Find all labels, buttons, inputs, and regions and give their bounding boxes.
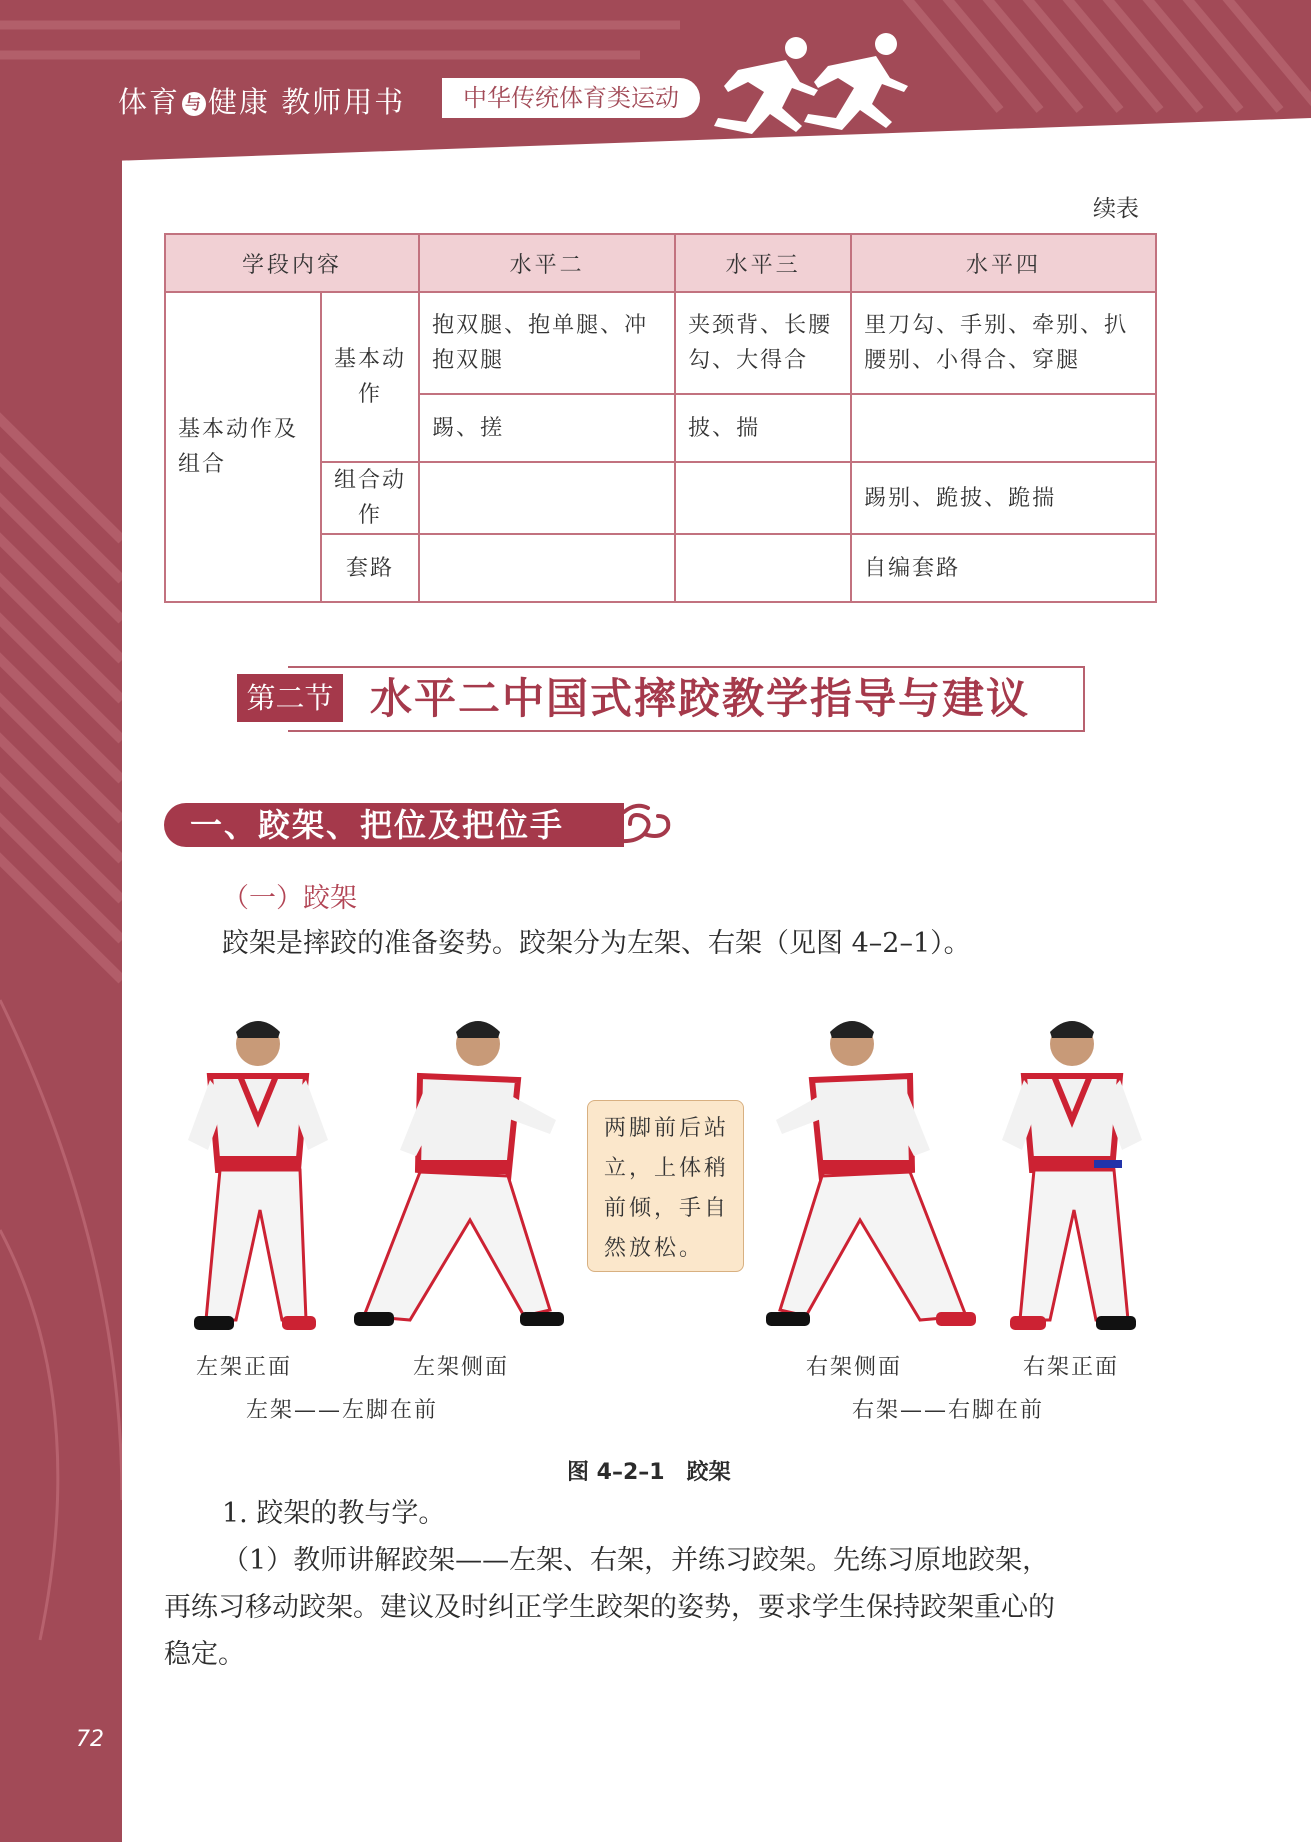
left-margin-band: [0, 0, 122, 1842]
sub-label-basic: 基本动作: [321, 292, 419, 462]
runners-icon: [708, 30, 908, 140]
pose-left-side-image: [350, 1010, 580, 1340]
header-cell: 水平四: [851, 234, 1156, 292]
section-label: 第二节: [237, 674, 343, 722]
intro-paragraph: 跤架是摔跤的准备姿势。跤架分为左架、右架（见图 4–2–1）。: [222, 928, 971, 959]
label-right-group: 右架——右脚在前: [852, 1398, 1045, 1423]
logo-icon: 与: [182, 92, 206, 116]
curriculum-table: [164, 233, 1157, 603]
label-right-front: 右架正面: [1023, 1355, 1120, 1380]
header-cell: 学段内容: [165, 234, 419, 292]
table-header-row: [165, 234, 1156, 292]
table-cell: 披、揣: [675, 394, 851, 462]
table-cell: 踢、搓: [419, 394, 675, 462]
pose-left-front-image: [170, 1010, 340, 1340]
item1-line2: 再练习移动跤架。建议及时纠正学生跤架的姿势，要求学生保持跤架重心的: [164, 1592, 1055, 1623]
title-part2: 健康 教师用书: [208, 85, 406, 119]
page-number: 72: [76, 1727, 104, 1752]
heading2: （一）跤架: [222, 883, 357, 914]
table-row: [165, 292, 1156, 394]
header-cell: 水平三: [675, 234, 851, 292]
table-cell: 里刀勾、手别、牵别、扒腰别、小得合、穿腿: [851, 292, 1156, 394]
item1-line3: 稳定。: [164, 1639, 245, 1670]
label-left-front: 左架正面: [196, 1355, 293, 1380]
chapter-tag: 中华传统体育类运动: [442, 78, 700, 118]
label-left-side: 左架侧面: [413, 1355, 510, 1380]
page-header: [0, 0, 1311, 165]
title-part1: 体育: [118, 85, 181, 119]
book-title: [118, 80, 405, 121]
header-cell: 水平二: [419, 234, 675, 292]
sub-label-routine: 套路: [321, 534, 419, 602]
table-cell: [419, 462, 675, 534]
table-cell: [675, 534, 851, 602]
table-cell: [851, 394, 1156, 462]
table-cell: 抱双腿、抱单腿、冲抱双腿: [419, 292, 675, 394]
figure-caption: 图 4–2–1 跤架: [567, 1460, 731, 1485]
pose-right-front-image: [990, 1010, 1160, 1340]
table-cell: 夹颈背、长腰勾、大得合: [675, 292, 851, 394]
item1-line1: （1）教师讲解跤架——左架、右架，并练习跤架。先练习原地跤架，: [222, 1545, 1050, 1576]
label-left-group: 左架——左脚在前: [246, 1398, 439, 1423]
cloud-ornament-icon: [604, 800, 674, 850]
pose-note-box: 两脚前后站立，上体稍前倾，手自然放松。: [587, 1100, 744, 1272]
decorative-stripes: [0, 0, 122, 1842]
pose-right-side-image: [752, 1010, 982, 1340]
sub-label-combo: 组合动作: [321, 462, 419, 534]
table-cell: [419, 534, 675, 602]
heading1: 一、跤架、把位及把位手: [190, 806, 565, 844]
table-cell: [675, 462, 851, 534]
section-title: 水平二中国式摔跤教学指导与建议: [370, 674, 1031, 723]
table-cell: 自编套路: [851, 534, 1156, 602]
continued-label: 续表: [1093, 196, 1139, 222]
label-right-side: 右架侧面: [806, 1355, 903, 1380]
row-group-label: 基本动作及组合: [165, 292, 321, 602]
table-cell: 踢别、跪披、跪揣: [851, 462, 1156, 534]
item1-heading: 1. 跤架的教与学。: [222, 1498, 446, 1529]
